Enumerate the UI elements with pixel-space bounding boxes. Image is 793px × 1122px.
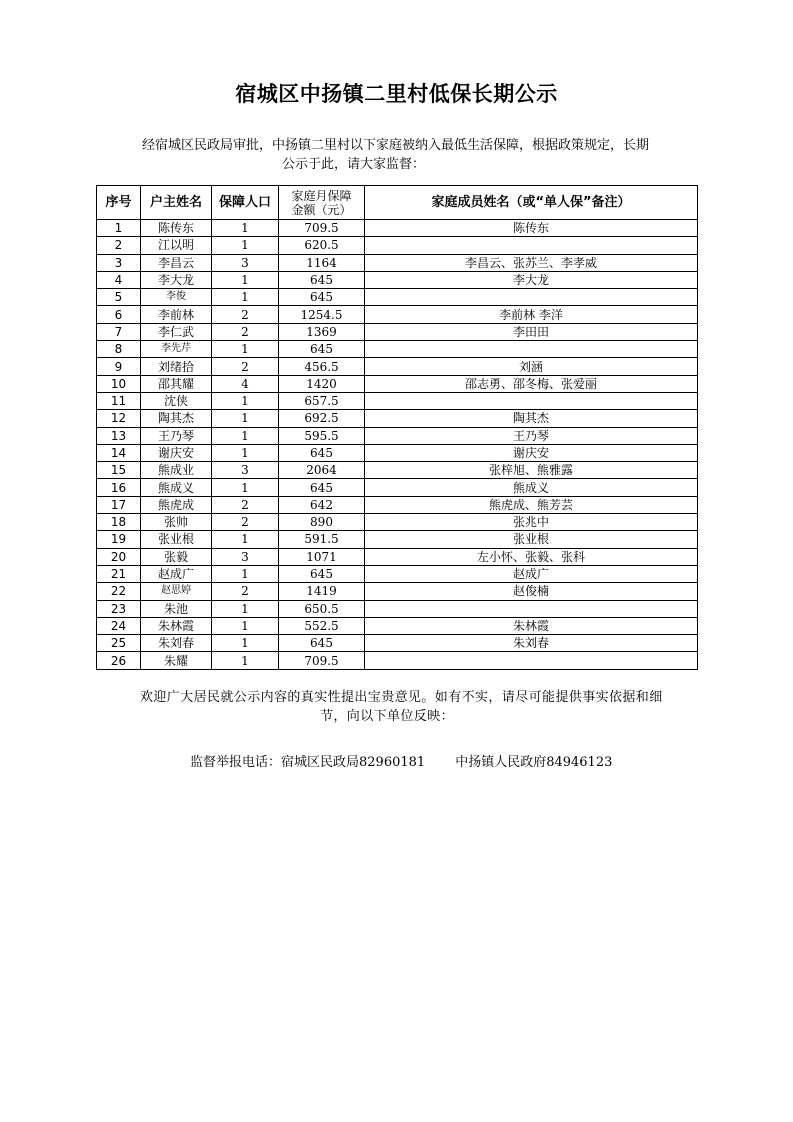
cell-members bbox=[365, 237, 698, 254]
table-row bbox=[97, 237, 698, 254]
cell-head-name: 朱池 bbox=[141, 600, 212, 617]
cell-amount: 645 bbox=[279, 341, 365, 358]
cell-members: 李田田 bbox=[365, 323, 698, 340]
cell-head-name: 熊成业 bbox=[141, 462, 212, 479]
cell-count: 3 bbox=[212, 548, 279, 565]
cell-amount: 456.5 bbox=[279, 358, 365, 375]
cell-amount: 645 bbox=[279, 479, 365, 496]
cell-count: 1 bbox=[212, 392, 279, 409]
cell-head-name: 朱耀 bbox=[141, 652, 212, 669]
recipient-table bbox=[96, 185, 698, 670]
cell-amount: 2064 bbox=[279, 462, 365, 479]
cell-no: 1 bbox=[97, 220, 141, 237]
cell-no: 13 bbox=[97, 427, 141, 444]
table-row bbox=[97, 289, 698, 306]
table-row bbox=[97, 479, 698, 496]
cell-members: 邵志勇、邵冬梅、张爱丽 bbox=[365, 375, 698, 392]
cell-head-name: 江以明 bbox=[141, 237, 212, 254]
contact-label: 监督举报电话： bbox=[190, 755, 282, 770]
intro-line-1: 经宿城区民政局审批，中扬镇二里村以下家庭被纳入最低生活保障，根据政策规定，长期 bbox=[142, 138, 650, 153]
cell-members: 张业根 bbox=[365, 531, 698, 548]
header-amount-line-1: 家庭月保障 bbox=[291, 188, 352, 203]
cell-count: 1 bbox=[212, 444, 279, 461]
cell-head-name: 张毅 bbox=[141, 548, 212, 565]
cell-no: 22 bbox=[97, 583, 141, 600]
cell-no: 9 bbox=[97, 358, 141, 375]
cell-amount: 1254.5 bbox=[279, 306, 365, 323]
cell-members: 赵俊楠 bbox=[365, 583, 698, 600]
table-row bbox=[97, 341, 698, 358]
cell-count: 1 bbox=[212, 565, 279, 582]
table-row bbox=[97, 600, 698, 617]
contact-line bbox=[190, 751, 612, 770]
cell-no: 10 bbox=[97, 375, 141, 392]
cell-head-name: 李俊 bbox=[141, 289, 212, 306]
cell-members: 张兆中 bbox=[365, 514, 698, 531]
header-count: 保障人口 bbox=[212, 186, 279, 220]
table-row bbox=[97, 462, 698, 479]
cell-members: 朱刘春 bbox=[365, 635, 698, 652]
cell-amount: 709.5 bbox=[279, 652, 365, 669]
header-head-name: 户主姓名 bbox=[141, 186, 212, 220]
cell-members bbox=[365, 600, 698, 617]
cell-head-name: 赵思婷 bbox=[141, 583, 212, 600]
cell-amount: 645 bbox=[279, 289, 365, 306]
table-row bbox=[97, 496, 698, 513]
cell-no: 2 bbox=[97, 237, 141, 254]
table-header-row bbox=[97, 186, 698, 220]
table-row bbox=[97, 375, 698, 392]
cell-no: 20 bbox=[97, 548, 141, 565]
cell-count: 1 bbox=[212, 289, 279, 306]
cell-amount: 1071 bbox=[279, 548, 365, 565]
cell-members bbox=[365, 392, 698, 409]
cell-members: 赵成广 bbox=[365, 565, 698, 582]
cell-count: 2 bbox=[212, 306, 279, 323]
cell-amount: 595.5 bbox=[279, 427, 365, 444]
cell-amount: 692.5 bbox=[279, 410, 365, 427]
cell-no: 4 bbox=[97, 271, 141, 288]
cell-count: 1 bbox=[212, 237, 279, 254]
cell-head-name: 陶其杰 bbox=[141, 410, 212, 427]
cell-head-name: 张业根 bbox=[141, 531, 212, 548]
cell-members: 陈传东 bbox=[365, 220, 698, 237]
cell-count: 1 bbox=[212, 341, 279, 358]
intro-line-2: 公示于此，请大家监督： bbox=[282, 157, 426, 172]
cell-amount: 645 bbox=[279, 271, 365, 288]
cell-head-name: 邵其耀 bbox=[141, 375, 212, 392]
cell-count: 1 bbox=[212, 479, 279, 496]
cell-members: 朱林霞 bbox=[365, 617, 698, 634]
cell-head-name: 李仁武 bbox=[141, 323, 212, 340]
cell-count: 1 bbox=[212, 635, 279, 652]
table-row bbox=[97, 514, 698, 531]
cell-head-name: 谢庆安 bbox=[141, 444, 212, 461]
table-row bbox=[97, 617, 698, 634]
cell-members: 李大龙 bbox=[365, 271, 698, 288]
cell-amount: 620.5 bbox=[279, 237, 365, 254]
table-row bbox=[97, 392, 698, 409]
cell-members: 左小怀、张毅、张科 bbox=[365, 548, 698, 565]
cell-count: 1 bbox=[212, 427, 279, 444]
cell-no: 16 bbox=[97, 479, 141, 496]
cell-amount: 642 bbox=[279, 496, 365, 513]
cell-count: 1 bbox=[212, 600, 279, 617]
cell-no: 18 bbox=[97, 514, 141, 531]
cell-no: 6 bbox=[97, 306, 141, 323]
cell-head-name: 熊成义 bbox=[141, 479, 212, 496]
cell-count: 1 bbox=[212, 617, 279, 634]
table-row bbox=[97, 220, 698, 237]
cell-members: 王乃琴 bbox=[365, 427, 698, 444]
cell-members bbox=[365, 652, 698, 669]
cell-amount: 645 bbox=[279, 635, 365, 652]
cell-amount: 657.5 bbox=[279, 392, 365, 409]
cell-amount: 890 bbox=[279, 514, 365, 531]
table-body bbox=[97, 220, 698, 670]
header-no: 序号 bbox=[97, 186, 141, 220]
cell-members: 张梓旭、熊雅露 bbox=[365, 462, 698, 479]
feedback-line-1: 欢迎广大居民就公示内容的真实性提出宝贵意见。如有不实，请尽可能提供事实依据和细 bbox=[140, 690, 663, 705]
table-row bbox=[97, 306, 698, 323]
cell-count: 2 bbox=[212, 323, 279, 340]
cell-no: 23 bbox=[97, 600, 141, 617]
cell-count: 1 bbox=[212, 410, 279, 427]
cell-head-name: 陈传东 bbox=[141, 220, 212, 237]
cell-head-name: 张帅 bbox=[141, 514, 212, 531]
cell-no: 7 bbox=[97, 323, 141, 340]
cell-members: 陶其杰 bbox=[365, 410, 698, 427]
cell-amount: 552.5 bbox=[279, 617, 365, 634]
table-row bbox=[97, 652, 698, 669]
cell-head-name: 赵成广 bbox=[141, 565, 212, 582]
cell-head-name: 刘绪拾 bbox=[141, 358, 212, 375]
cell-count: 2 bbox=[212, 514, 279, 531]
town-contact: 中扬镇人民政府84946123 bbox=[455, 755, 613, 770]
cell-count: 1 bbox=[212, 271, 279, 288]
cell-members: 李前林 李洋 bbox=[365, 306, 698, 323]
cell-count: 3 bbox=[212, 254, 279, 271]
cell-no: 24 bbox=[97, 617, 141, 634]
cell-head-name: 李先芹 bbox=[141, 341, 212, 358]
cell-no: 5 bbox=[97, 289, 141, 306]
cell-members: 谢庆安 bbox=[365, 444, 698, 461]
cell-no: 14 bbox=[97, 444, 141, 461]
cell-amount: 645 bbox=[279, 444, 365, 461]
cell-members: 李昌云、张苏兰、李孝威 bbox=[365, 254, 698, 271]
cell-amount: 645 bbox=[279, 565, 365, 582]
cell-count: 1 bbox=[212, 531, 279, 548]
cell-no: 3 bbox=[97, 254, 141, 271]
table-row bbox=[97, 254, 698, 271]
table-row bbox=[97, 427, 698, 444]
cell-head-name: 沈侠 bbox=[141, 392, 212, 409]
cell-head-name: 李前林 bbox=[141, 306, 212, 323]
table-row bbox=[97, 358, 698, 375]
feedback-note bbox=[118, 688, 698, 726]
cell-members: 刘涵 bbox=[365, 358, 698, 375]
cell-head-name: 李大龙 bbox=[141, 271, 212, 288]
cell-amount: 650.5 bbox=[279, 600, 365, 617]
header-amount-line-2: 金额（元） bbox=[291, 202, 352, 217]
cell-count: 1 bbox=[212, 652, 279, 669]
header-amount bbox=[279, 186, 365, 220]
district-contact: 宿城区民政局82960181 bbox=[281, 755, 426, 770]
cell-count: 1 bbox=[212, 220, 279, 237]
cell-amount: 1420 bbox=[279, 375, 365, 392]
cell-count: 2 bbox=[212, 358, 279, 375]
cell-head-name: 朱刘春 bbox=[141, 635, 212, 652]
table-row bbox=[97, 323, 698, 340]
cell-no: 12 bbox=[97, 410, 141, 427]
table-row bbox=[97, 410, 698, 427]
cell-count: 2 bbox=[212, 583, 279, 600]
table-row bbox=[97, 531, 698, 548]
cell-count: 4 bbox=[212, 375, 279, 392]
cell-no: 15 bbox=[97, 462, 141, 479]
cell-count: 3 bbox=[212, 462, 279, 479]
page-title: 宿城区中扬镇二里村低保长期公示 bbox=[235, 82, 558, 106]
cell-head-name: 朱林霞 bbox=[141, 617, 212, 634]
cell-amount: 1419 bbox=[279, 583, 365, 600]
table-row bbox=[97, 635, 698, 652]
cell-members bbox=[365, 341, 698, 358]
table-row bbox=[97, 271, 698, 288]
cell-head-name: 王乃琴 bbox=[141, 427, 212, 444]
cell-head-name: 李昌云 bbox=[141, 254, 212, 271]
cell-no: 19 bbox=[97, 531, 141, 548]
table-row bbox=[97, 548, 698, 565]
cell-amount: 1164 bbox=[279, 254, 365, 271]
cell-members: 熊虎成、熊芳芸 bbox=[365, 496, 698, 513]
cell-members: 熊成义 bbox=[365, 479, 698, 496]
header-members: 家庭成员姓名（或“单人保”备注） bbox=[365, 186, 698, 220]
intro-paragraph bbox=[118, 136, 698, 174]
cell-amount: 1369 bbox=[279, 323, 365, 340]
cell-no: 25 bbox=[97, 635, 141, 652]
table-row bbox=[97, 565, 698, 582]
cell-members bbox=[365, 289, 698, 306]
cell-no: 21 bbox=[97, 565, 141, 582]
table-row bbox=[97, 583, 698, 600]
feedback-line-2: 节，向以下单位反映： bbox=[320, 709, 455, 724]
cell-no: 17 bbox=[97, 496, 141, 513]
cell-no: 8 bbox=[97, 341, 141, 358]
cell-amount: 591.5 bbox=[279, 531, 365, 548]
cell-amount: 709.5 bbox=[279, 220, 365, 237]
cell-head-name: 熊虎成 bbox=[141, 496, 212, 513]
cell-no: 11 bbox=[97, 392, 141, 409]
cell-count: 2 bbox=[212, 496, 279, 513]
table-row bbox=[97, 444, 698, 461]
cell-no: 26 bbox=[97, 652, 141, 669]
